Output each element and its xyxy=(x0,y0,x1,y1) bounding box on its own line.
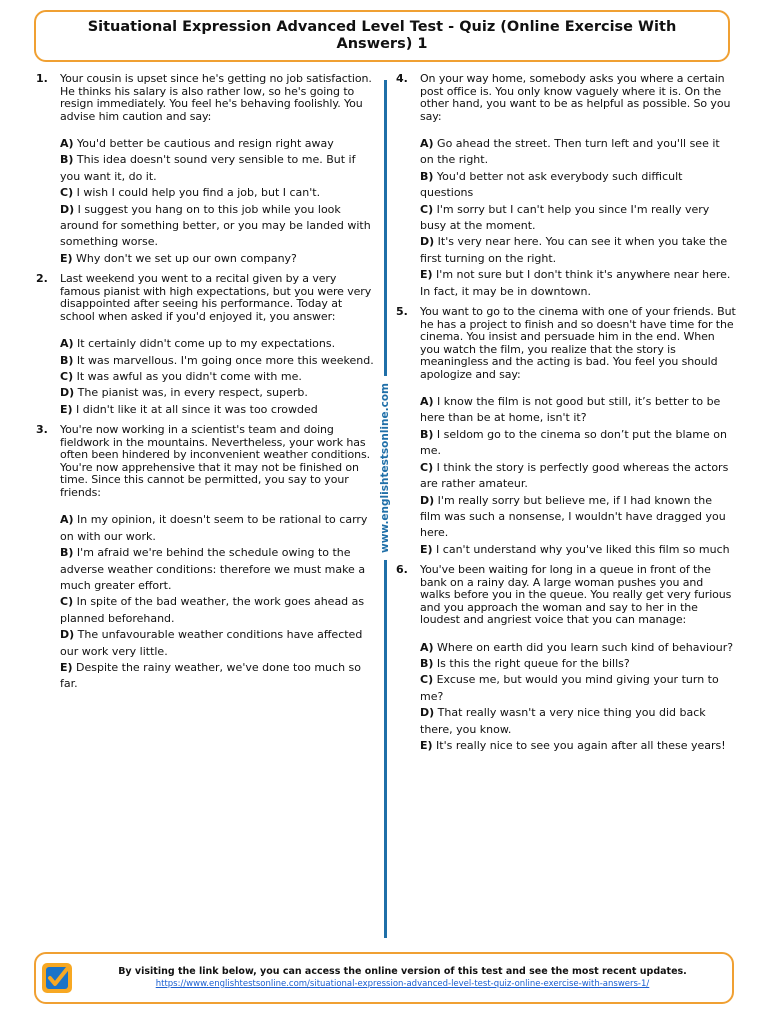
option-d: D) It's very near here. You can see it when you take the first turning on the right. xyxy=(420,235,728,265)
question-number: 6. xyxy=(396,563,408,577)
site-watermark: www.englishtestsonline.com xyxy=(379,376,391,560)
question-text: You've been waiting for long in a queue in front of the bank on a rainy day. A large woman pushes you and walks before you in the queue. You really get very furious and you approach the woman and say to her in the loudest and angriest voice that you can manage: xyxy=(420,563,732,627)
question-text: You're now working in a scientist's team and doing fieldwork in the mountains. Nevertheless, your work has often been hindered by inconvenient weather conditions. You're now apprehensive that it may not be finished on time. Since this cannot be permitted, you say to your friends: xyxy=(60,423,371,499)
option-a: A) You'd better be cautious and resign right away xyxy=(60,137,334,150)
question-2 xyxy=(36,273,376,418)
footer-message: By visiting the link below, you can access the online version of this test and see the most recent updates. xyxy=(118,966,687,977)
question-number: 2. xyxy=(36,272,48,286)
question-number: 4. xyxy=(396,72,408,85)
option-a: A) I know the film is not good but still, it’s better to be here than be at home, isn't it? xyxy=(420,395,721,425)
page-title: Situational Expression Advanced Level Test - Quiz (Online Exercise With Answers) 1 xyxy=(87,19,677,52)
option-b: B) I'm afraid we're behind the schedule owing to the adverse weather conditions: therefore we must make a much greater effort. xyxy=(60,546,366,592)
question-text: Last weekend you went to a recital given by a very famous pianist with high expectations, but you were very disappointed after seeing his performance. Today at school when asked if you'd enjoyed it, you answer: xyxy=(60,272,372,323)
option-a: A) In my opinion, it doesn't seem to be rational to carry on with our work. xyxy=(60,513,368,543)
checkbox-check-icon xyxy=(42,963,72,993)
option-b: B) I seldom go to the cinema so don’t put the blame on me. xyxy=(420,427,727,458)
question-3 xyxy=(36,424,376,692)
option-b: B) This idea doesn't sound very sensible to me. But if you want it, do it. xyxy=(60,153,356,183)
question-number: 1. xyxy=(36,72,48,85)
option-e: E) I didn't like it at all since it was too crowded xyxy=(60,402,318,416)
question-text: You want to go to the cinema with one of your friends. But he has a project to finish and so doesn't have time for the cinema. You insist and persuade him in the end. When you watch the film, you realize that the story is meaningless and the acting is bad. You feel you should apologize and say: xyxy=(420,305,736,381)
option-e: E) Despite the rainy weather, we've done too much so far. xyxy=(60,660,361,691)
option-c: C) In spite of the bad weather, the work goes ahead as planned beforehand. xyxy=(60,595,365,625)
option-a: A) It certainly didn't come up to my expectations. xyxy=(60,337,336,351)
question-4 xyxy=(396,73,736,300)
option-a: A) Where on earth did you learn such kind of behaviour? xyxy=(420,640,734,654)
option-c: C) Excuse me, but would you mind giving your turn to me? xyxy=(420,673,719,703)
option-b: B) You'd better not ask everybody such difficult questions xyxy=(420,169,683,200)
option-b: B) Is this the right queue for the bills? xyxy=(420,657,630,671)
footer-link[interactable]: https://www.englishtestsonline.com/situational-expression-advanced-level-test-quiz-online-exercise-with-answers-1/ xyxy=(155,979,650,989)
question-number: 3. xyxy=(36,423,48,437)
option-c: C) I think the story is perfectly good whereas the actors are rather amateur. xyxy=(420,460,729,491)
option-d: D) The pianist was, in every respect, superb. xyxy=(60,386,308,400)
option-d: D) That really wasn't a very nice thing you did back there, you know. xyxy=(420,706,706,736)
option-e: E) I'm not sure but I don't think it's anywhere near here. In fact, it may be in downtown. xyxy=(420,268,731,298)
option-e: E) I can't understand why you've liked this film so much xyxy=(420,542,730,556)
option-a: A) Go ahead the street. Then turn left and you'll see it on the right. xyxy=(420,137,720,167)
right-column xyxy=(396,73,736,760)
option-c: C) I wish I could help you find a job, but I can't. xyxy=(60,186,321,200)
option-e: E) It's really nice to see you again after all these years! xyxy=(420,739,726,753)
left-column xyxy=(36,73,376,699)
title-box xyxy=(34,10,730,62)
question-6 xyxy=(396,564,736,754)
option-d: D) I'm really sorry but believe me, if I had known the film was such a nonsense, I wouldn't have dragged you here. xyxy=(420,493,726,540)
option-b: B) It was marvellous. I'm going once more this weekend. xyxy=(60,353,374,367)
option-d: D) I suggest you hang on to this job while you look around for something better, or you may be landed with something worse. xyxy=(60,202,371,249)
question-5 xyxy=(396,306,736,558)
option-c: C) It was awful as you didn't come with me. xyxy=(60,370,302,384)
question-text: On your way home, somebody asks you where a certain post office is. You only know vaguely where it is. On the other hand, you want to be as helpful as possible. So you say: xyxy=(420,72,731,123)
option-c: C) I'm sorry but I can't help you since I'm really very busy at the moment. xyxy=(420,202,710,233)
option-e: E) Why don't we set up our own company? xyxy=(60,251,297,265)
question-1 xyxy=(36,73,376,267)
question-text: Your cousin is upset since he's getting no job satisfaction. He thinks his salary is also rather low, so he's going to resign immediately. You feel he's behaving foolishly. You advise him caution and say: xyxy=(60,72,372,123)
option-d: D) The unfavourable weather conditions have affected our work very little. xyxy=(60,628,363,658)
question-number: 5. xyxy=(396,305,408,319)
footer-box xyxy=(34,952,734,1004)
